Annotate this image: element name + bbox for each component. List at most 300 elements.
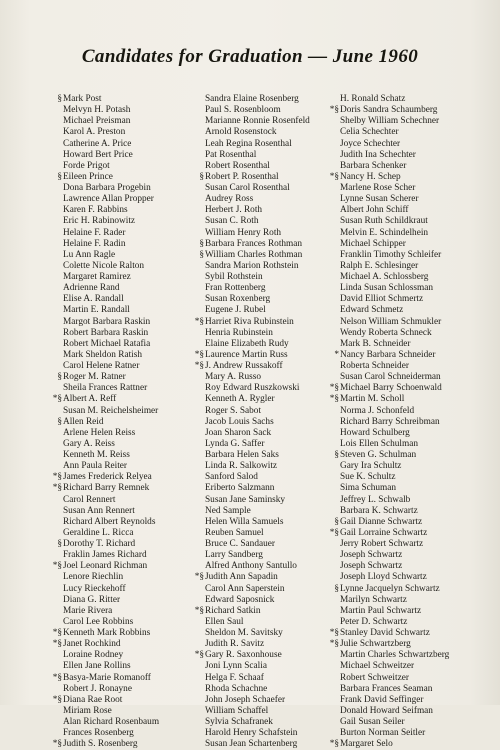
candidate-name-text: Robert Michael Ratafia bbox=[63, 338, 151, 349]
candidate-name bbox=[327, 617, 449, 628]
candidate-name bbox=[192, 127, 310, 138]
candidate-name bbox=[50, 539, 159, 550]
candidate-name bbox=[50, 684, 159, 695]
candidate-name bbox=[327, 706, 449, 717]
candidate-name bbox=[50, 417, 159, 428]
candidate-name bbox=[50, 628, 159, 639]
honor-marker: *§ bbox=[329, 527, 339, 538]
candidate-name bbox=[50, 695, 159, 706]
candidate-name bbox=[50, 105, 159, 116]
candidate-name bbox=[327, 294, 449, 305]
candidate-name bbox=[50, 283, 159, 294]
candidate-name bbox=[50, 94, 159, 105]
candidate-name bbox=[192, 183, 310, 194]
candidate-name bbox=[192, 539, 310, 550]
candidate-name bbox=[327, 194, 449, 205]
honor-marker: § bbox=[199, 238, 204, 249]
name-column-3 bbox=[327, 94, 449, 750]
candidate-name-text: Michael Schipper bbox=[340, 238, 406, 249]
candidate-name-text: Lynne Jacquelyn Schwartz bbox=[340, 583, 440, 594]
candidate-name-text: Elise A. Randall bbox=[63, 294, 124, 305]
candidate-name bbox=[192, 394, 310, 405]
candidate-name bbox=[327, 450, 449, 461]
candidate-name-text: Nelson William Schmukler bbox=[340, 316, 442, 327]
candidate-name-text: Sybil Rothstein bbox=[205, 272, 263, 282]
candidate-name-text: William Schaffel bbox=[205, 705, 269, 716]
honor-marker: *§ bbox=[52, 561, 62, 572]
candidate-name bbox=[50, 139, 159, 150]
candidate-name bbox=[327, 728, 449, 739]
candidate-name-text: Fraklin James Richard bbox=[63, 550, 147, 561]
candidate-name-text: Leah Regina Rosenthal bbox=[205, 138, 292, 149]
candidate-name-text: Margaret Selo bbox=[340, 739, 393, 750]
candidate-name bbox=[50, 595, 159, 606]
honor-marker: *§ bbox=[194, 349, 204, 360]
candidate-name bbox=[327, 228, 449, 239]
candidate-name-text: Edward Saposnick bbox=[205, 594, 275, 605]
candidate-name bbox=[50, 439, 159, 450]
candidate-name bbox=[192, 717, 310, 728]
candidate-name bbox=[327, 439, 449, 450]
candidate-name bbox=[192, 383, 310, 394]
candidate-name bbox=[50, 495, 159, 506]
candidate-name-text: Eriberto Salzmann bbox=[205, 483, 275, 494]
candidate-name-text: Steven G. Schulman bbox=[340, 450, 417, 460]
candidate-name bbox=[192, 661, 310, 672]
candidate-name-text: Albert John Schiff bbox=[340, 205, 409, 216]
candidate-name bbox=[192, 483, 310, 494]
candidate-name bbox=[192, 272, 310, 283]
candidate-name-text: Howard Bert Price bbox=[63, 149, 133, 160]
candidate-name bbox=[50, 150, 159, 161]
candidate-name-text: Joseph Schwartz bbox=[340, 550, 403, 561]
candidate-name-text: Albert A. Reff bbox=[63, 394, 117, 405]
candidate-name bbox=[192, 606, 310, 617]
candidate-name-text: Henria Rubinstein bbox=[205, 327, 273, 338]
candidate-name-text: Helen Willa Samuels bbox=[205, 516, 284, 527]
candidate-name bbox=[50, 161, 159, 172]
candidate-name bbox=[192, 584, 310, 595]
candidate-name bbox=[50, 584, 159, 595]
candidate-name bbox=[192, 550, 310, 561]
candidate-name-text: Gary A. Reiss bbox=[63, 438, 115, 449]
candidate-name-text: Robert Schweitzer bbox=[340, 672, 409, 683]
candidate-name-text: Jeffrey L. Schwalb bbox=[340, 494, 411, 505]
candidate-name bbox=[327, 272, 449, 283]
candidate-name-text: Mark B. Schneider bbox=[340, 338, 411, 349]
candidate-name-text: Richard Barry Remnek bbox=[63, 483, 150, 494]
honor-marker: *§ bbox=[329, 394, 339, 405]
candidate-name bbox=[327, 172, 449, 183]
candidate-name bbox=[192, 684, 310, 695]
candidate-name bbox=[50, 194, 159, 205]
candidate-name-text: Susan Jane Saminsky bbox=[205, 494, 286, 505]
candidate-name bbox=[50, 673, 159, 684]
candidate-name-text: Helga F. Schaaf bbox=[205, 672, 264, 683]
candidate-name-text: Herbert J. Roth bbox=[205, 205, 263, 216]
candidate-name-text: Miriam Rose bbox=[63, 705, 112, 716]
candidate-name bbox=[192, 328, 310, 339]
candidate-name-text: Barbara Frances Seaman bbox=[340, 683, 433, 694]
candidate-name-text: Bruce C. Sandauer bbox=[205, 539, 275, 549]
candidate-name-text: Donald Howard Seifman bbox=[340, 705, 433, 716]
candidate-name-text: Karol A. Preston bbox=[63, 127, 126, 138]
candidate-name bbox=[50, 461, 159, 472]
candidate-name-text: William Henry Roth bbox=[205, 227, 282, 238]
candidate-name bbox=[50, 639, 159, 650]
candidate-name-text: Carol Rennert bbox=[63, 494, 116, 505]
honor-marker: § bbox=[57, 372, 62, 383]
candidate-name bbox=[192, 228, 310, 239]
candidate-name bbox=[327, 673, 449, 684]
candidate-name bbox=[327, 339, 449, 350]
candidate-name bbox=[327, 328, 449, 339]
honor-marker: *§ bbox=[52, 672, 62, 683]
candidate-name-text: Stanley David Schwartz bbox=[340, 628, 430, 638]
candidate-name-text: Doris Sandra Schaumberg bbox=[340, 105, 438, 116]
candidate-name bbox=[327, 572, 449, 583]
candidate-name-text: Judith Ann Sapadin bbox=[205, 572, 278, 583]
candidate-name bbox=[50, 261, 159, 272]
candidate-name-text: Geraldine L. Ricca bbox=[63, 527, 134, 538]
candidate-name bbox=[192, 406, 310, 417]
honor-marker: *§ bbox=[52, 394, 62, 405]
candidate-name bbox=[192, 650, 310, 661]
candidate-name-text: Kenneth Mark Robbins bbox=[63, 628, 151, 638]
candidate-name-text: Judith S. Rosenberg bbox=[63, 739, 138, 750]
candidate-name bbox=[192, 561, 310, 572]
candidate-name bbox=[50, 617, 159, 628]
honor-marker: § bbox=[57, 416, 62, 427]
candidate-name-text: Judith R. Savitz bbox=[205, 639, 265, 650]
candidate-name bbox=[327, 428, 449, 439]
candidate-name bbox=[192, 639, 310, 650]
candidate-name bbox=[192, 706, 310, 717]
candidate-name-text: Norma J. Schonfeld bbox=[340, 405, 415, 416]
candidate-name bbox=[192, 517, 310, 528]
candidate-name bbox=[327, 305, 449, 316]
candidate-name bbox=[327, 205, 449, 216]
candidate-name bbox=[50, 350, 159, 361]
candidate-name-text: Helaine F. Radin bbox=[63, 238, 126, 249]
candidate-name bbox=[50, 661, 159, 672]
honor-marker: *§ bbox=[52, 472, 62, 483]
candidate-name-text: Roy Edward Ruszkowski bbox=[205, 383, 300, 394]
candidate-name bbox=[192, 194, 310, 205]
honor-marker: § bbox=[334, 516, 339, 527]
candidate-name bbox=[192, 572, 310, 583]
candidate-name-text: Roberta Schneider bbox=[340, 361, 409, 371]
honor-marker: § bbox=[334, 583, 339, 594]
candidate-name bbox=[327, 528, 449, 539]
candidate-name bbox=[327, 94, 449, 105]
candidate-name-text: Nancy Barbara Schneider bbox=[340, 349, 436, 360]
candidate-name-text: Dorothy T. Richard bbox=[63, 539, 136, 549]
honor-marker: § bbox=[57, 539, 62, 549]
candidate-name-text: Gail Lorraine Schwartz bbox=[340, 527, 428, 538]
candidate-name-text: Ralph E. Schlesinger bbox=[340, 260, 419, 271]
candidate-name-text: Karen F. Rabbins bbox=[63, 205, 128, 216]
candidate-name bbox=[192, 105, 310, 116]
candidate-name-text: Sylvia Schafranek bbox=[205, 717, 273, 727]
candidate-name bbox=[50, 205, 159, 216]
candidate-name-text: James Frederick Relyea bbox=[63, 472, 152, 483]
candidate-name bbox=[192, 350, 310, 361]
candidate-name bbox=[327, 283, 449, 294]
candidate-name bbox=[50, 550, 159, 561]
candidate-name bbox=[192, 172, 310, 183]
candidate-name-text: H. Ronald Schatz bbox=[340, 94, 406, 104]
candidate-name bbox=[50, 606, 159, 617]
candidate-name bbox=[50, 250, 159, 261]
candidate-name-text: Adrienne Rand bbox=[63, 283, 120, 294]
candidate-name-text: Frances Rosenberg bbox=[63, 728, 134, 739]
candidate-name-text: Linda R. Salkowitz bbox=[205, 461, 278, 472]
candidate-name bbox=[50, 317, 159, 328]
candidate-name-text: Susan Jean Schartenberg bbox=[205, 739, 298, 750]
candidate-name-text: Joseph Lloyd Schwartz bbox=[340, 572, 427, 583]
candidate-name bbox=[50, 172, 159, 183]
candidate-name bbox=[327, 584, 449, 595]
candidate-name-text: Martin E. Randall bbox=[63, 305, 130, 316]
candidate-name bbox=[192, 239, 310, 250]
candidate-name-text: Robert Rosenthal bbox=[205, 160, 270, 171]
candidate-name bbox=[327, 606, 449, 617]
candidate-name bbox=[50, 517, 159, 528]
honor-marker: *§ bbox=[194, 361, 204, 371]
honor-marker: *§ bbox=[194, 572, 204, 583]
candidate-name bbox=[50, 728, 159, 739]
candidate-name-text: Alan Richard Rosenbaum bbox=[63, 717, 160, 727]
honor-marker: § bbox=[57, 171, 62, 182]
candidate-name bbox=[192, 506, 310, 517]
candidate-name bbox=[327, 561, 449, 572]
candidate-name-text: Barbara Helen Saks bbox=[205, 450, 279, 460]
candidate-name bbox=[50, 372, 159, 383]
candidate-name bbox=[192, 139, 310, 150]
candidate-name-text: Martin Charles Schwartzberg bbox=[340, 650, 450, 661]
candidate-name-text: Diana G. Ritter bbox=[63, 594, 121, 605]
honor-marker: *§ bbox=[52, 739, 62, 750]
honor-marker: *§ bbox=[329, 739, 339, 750]
candidate-name-text: Marianne Ronnie Rosenfeld bbox=[205, 116, 310, 127]
page-title: Candidates for Graduation — June 1960 bbox=[81, 46, 419, 67]
candidate-name bbox=[192, 728, 310, 739]
candidate-name-text: Lenore Riechlin bbox=[63, 572, 124, 583]
candidate-name-text: Harold Henry Schafstein bbox=[205, 728, 298, 739]
candidate-name bbox=[50, 272, 159, 283]
candidate-name-text: Frank David Seffinger bbox=[340, 694, 424, 705]
candidate-name-text: Sandra Marion Rothstein bbox=[205, 260, 299, 271]
candidate-name bbox=[192, 617, 310, 628]
candidate-name-text: Peter D. Schwartz bbox=[340, 616, 408, 627]
candidate-name-text: Marilyn Schwartz bbox=[340, 594, 407, 605]
candidate-name bbox=[50, 328, 159, 339]
candidate-name bbox=[327, 639, 449, 650]
candidate-name-text: Allen Reid bbox=[63, 416, 104, 427]
candidate-name-text: Howard Schulberg bbox=[340, 427, 410, 438]
candidate-name bbox=[192, 250, 310, 261]
candidate-name-text: Lynda G. Saffer bbox=[205, 438, 265, 449]
candidate-name bbox=[327, 372, 449, 383]
candidate-name-text: Jerry Robert Schwartz bbox=[340, 539, 424, 549]
candidate-name-text: Basya-Marie Romanoff bbox=[63, 672, 151, 683]
candidate-name-text: Michael A. Schlossberg bbox=[340, 272, 429, 282]
honor-marker: § bbox=[57, 94, 62, 104]
candidate-name bbox=[192, 695, 310, 706]
candidate-name-text: Larry Sandberg bbox=[205, 550, 263, 561]
candidate-name-text: Carol Lee Robbins bbox=[63, 616, 134, 627]
candidate-name-text: Ned Sample bbox=[205, 505, 251, 516]
candidate-name bbox=[50, 428, 159, 439]
candidate-name-text: Joel Leonard Richman bbox=[63, 561, 148, 572]
candidate-name bbox=[50, 339, 159, 350]
candidate-name bbox=[192, 94, 310, 105]
candidate-name-text: Eileen Prince bbox=[63, 171, 113, 182]
candidate-name-text: Sima Schuman bbox=[340, 483, 397, 494]
candidate-name bbox=[327, 139, 449, 150]
candidate-name bbox=[327, 394, 449, 405]
candidate-name bbox=[50, 116, 159, 127]
candidate-name-text: J. Andrew Russakoff bbox=[205, 361, 283, 371]
candidate-name bbox=[327, 550, 449, 561]
candidate-name-text: Gail Dianne Schwartz bbox=[340, 516, 423, 527]
candidate-name bbox=[50, 294, 159, 305]
candidate-name-text: Marlene Rose Scher bbox=[340, 183, 416, 193]
honor-marker: *§ bbox=[329, 628, 339, 638]
candidate-name bbox=[50, 561, 159, 572]
candidate-name-text: Robert J. Ronayne bbox=[63, 683, 132, 694]
candidate-name bbox=[327, 483, 449, 494]
candidate-name-text: Sheldon M. Savitsky bbox=[205, 628, 283, 638]
candidate-name bbox=[192, 439, 310, 450]
candidate-name-text: Sanford Salod bbox=[205, 472, 258, 483]
candidate-name bbox=[327, 506, 449, 517]
candidate-name-text: Judith Ina Schechter bbox=[340, 149, 416, 160]
candidate-name-text: Susan Roxenberg bbox=[205, 294, 271, 305]
candidate-name bbox=[50, 406, 159, 417]
candidate-name bbox=[327, 495, 449, 506]
candidate-name-text: Eugene J. Rubel bbox=[205, 305, 266, 316]
candidate-name-text: Jacob Louis Sachs bbox=[205, 416, 274, 427]
candidate-name-text: Alfred Anthony Santullo bbox=[205, 561, 297, 572]
candidate-name-text: Eric H. Rabinowitz bbox=[63, 216, 136, 227]
honor-marker: *§ bbox=[194, 316, 204, 327]
candidate-name-text: Margaret Ramirez bbox=[63, 272, 131, 282]
candidate-name bbox=[50, 127, 159, 138]
candidate-name-text: Roger M. Ratner bbox=[63, 372, 126, 383]
candidate-name-text: Margot Barbara Raskin bbox=[63, 316, 151, 327]
candidate-name-text: Dona Barbara Progebin bbox=[63, 183, 151, 193]
candidate-name-text: Rhoda Schachne bbox=[205, 683, 268, 694]
candidate-name-text: Carol Helene Ratner bbox=[63, 361, 140, 371]
candidate-name-text: Melvin E. Schindelhein bbox=[340, 227, 429, 238]
candidate-name-text: Lucy Rieckehoff bbox=[63, 583, 126, 594]
honor-marker: § bbox=[334, 450, 339, 460]
candidate-name bbox=[50, 506, 159, 517]
candidate-name bbox=[192, 628, 310, 639]
candidate-name-text: Edward Schmetz bbox=[340, 305, 404, 316]
candidate-name-text: Susan Carol Rosenthal bbox=[205, 183, 290, 193]
candidate-name-text: Ann Paula Reiter bbox=[63, 461, 128, 472]
candidate-name bbox=[50, 572, 159, 583]
honor-marker: *§ bbox=[52, 483, 62, 494]
candidate-name-text: Wendy Roberta Schneck bbox=[340, 327, 432, 338]
honor-marker: *§ bbox=[329, 105, 339, 116]
candidate-name-text: Susan C. Roth bbox=[205, 216, 259, 227]
candidate-name-text: Michael Schweitzer bbox=[340, 661, 415, 672]
candidate-name bbox=[192, 283, 310, 294]
candidate-name bbox=[327, 127, 449, 138]
honor-marker: *§ bbox=[52, 694, 62, 705]
candidate-name-text: Carol Ann Saperstein bbox=[205, 583, 285, 594]
candidate-name bbox=[327, 739, 449, 750]
candidate-name bbox=[192, 205, 310, 216]
candidate-name-text: Diana Rae Root bbox=[63, 694, 123, 705]
candidate-name-text: Barbara Schenker bbox=[340, 160, 407, 171]
candidate-name bbox=[192, 472, 310, 483]
candidate-name bbox=[327, 684, 449, 695]
candidate-name bbox=[192, 495, 310, 506]
candidate-name-text: Ellen Jane Rollins bbox=[63, 661, 131, 672]
candidate-name bbox=[192, 339, 310, 350]
candidate-name bbox=[327, 161, 449, 172]
candidate-name bbox=[50, 394, 159, 405]
candidate-name-text: Sue K. Schultz bbox=[340, 472, 396, 483]
honor-marker: *§ bbox=[194, 605, 204, 616]
candidate-name bbox=[327, 261, 449, 272]
candidate-name-text: Martin M. Scholl bbox=[340, 394, 405, 405]
honor-marker: § bbox=[199, 249, 204, 260]
candidate-name bbox=[327, 150, 449, 161]
candidate-name-text: Roger S. Sabot bbox=[205, 405, 262, 416]
candidate-name-text: Michael Barry Schoenwald bbox=[340, 383, 442, 394]
candidate-name-text: Linda Susan Schlossman bbox=[340, 283, 433, 294]
candidate-name-text: Mary A. Russo bbox=[205, 372, 262, 383]
candidate-name bbox=[327, 595, 449, 606]
candidate-name-text: Susan M. Reichelsheimer bbox=[63, 405, 159, 416]
candidate-name bbox=[192, 461, 310, 472]
candidate-name-text: Lu Ann Ragle bbox=[63, 249, 116, 260]
candidate-name bbox=[327, 517, 449, 528]
candidate-name-text: Celia Schechter bbox=[340, 127, 399, 138]
candidate-name-text: Julie Schwartzberg bbox=[340, 639, 411, 650]
candidate-name-text: Loraine Rodney bbox=[63, 650, 124, 661]
candidate-name-text: Gary R. Saxonhouse bbox=[205, 650, 282, 661]
candidate-name bbox=[50, 239, 159, 250]
candidate-name-text: Elaine Elizabeth Rudy bbox=[205, 338, 289, 349]
candidate-name-text: Janet Rochkind bbox=[63, 639, 121, 650]
candidate-name-text: Harriet Riva Rubinstein bbox=[205, 316, 294, 327]
honor-marker: *§ bbox=[52, 639, 62, 650]
candidate-name-text: Gary Ira Schultz bbox=[340, 461, 402, 472]
candidate-name bbox=[192, 116, 310, 127]
candidate-name-text: Marie Rivera bbox=[63, 605, 113, 616]
candidate-name bbox=[327, 105, 449, 116]
candidate-name bbox=[192, 417, 310, 428]
honor-marker: *§ bbox=[329, 171, 339, 182]
candidate-name-text: Nancy H. Schep bbox=[340, 171, 401, 182]
honor-marker: § bbox=[199, 171, 204, 182]
candidate-name bbox=[192, 372, 310, 383]
candidate-name bbox=[50, 450, 159, 461]
candidate-name-text: Kenneth A. Rygler bbox=[205, 394, 275, 405]
candidate-name-text: Lawrence Allan Propper bbox=[63, 194, 154, 205]
candidate-name-text: John Joseph Schaefer bbox=[205, 694, 286, 705]
candidate-name bbox=[327, 628, 449, 639]
candidate-name bbox=[327, 717, 449, 728]
candidate-name bbox=[192, 739, 310, 750]
